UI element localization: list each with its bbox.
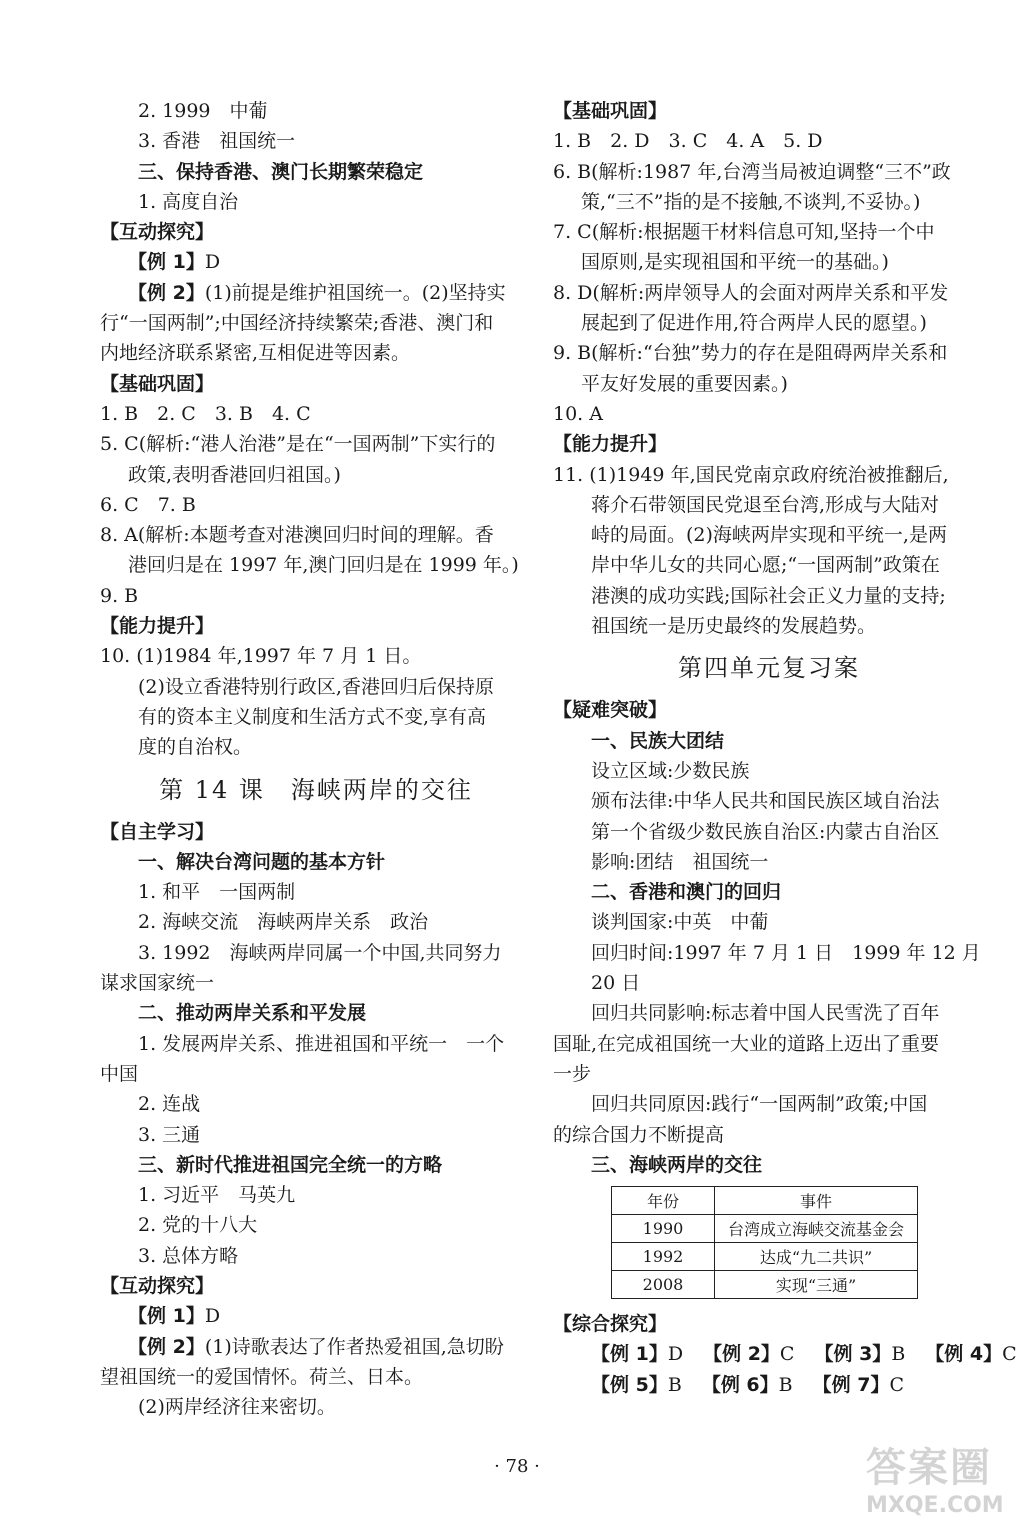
example-answer: C <box>889 1373 905 1396</box>
answer-line: (2)设立香港特别行政区,香港回归后保持原 <box>138 675 494 698</box>
section-header-nengli: 【能力提升】 <box>100 615 215 638</box>
example-2 <box>100 1332 532 1362</box>
section-heading: 三、海峡两岸的交往 <box>591 1153 763 1176</box>
section-heading: 二、推动两岸关系和平发展 <box>138 1002 367 1025</box>
section-heading: 二、香港和澳门的回归 <box>591 881 782 904</box>
example-tag: 【例 1】 <box>591 1343 668 1366</box>
answer-line: 有的资本主义制度和生活方式不变,享有高 <box>138 705 487 728</box>
text-line: 2. 党的十八大 <box>138 1214 258 1237</box>
example-2 <box>100 278 532 308</box>
answer-line: 8. D(解析:两岸领导人的会面对两岸关系和平发 <box>553 281 949 304</box>
answer-line: 10. A <box>553 402 603 425</box>
table-header-row <box>612 1187 918 1215</box>
text-line: 中国 <box>100 1062 139 1085</box>
table-row <box>612 1271 918 1299</box>
section-header-jichu: 【基础巩固】 <box>100 372 215 395</box>
answer-line: 7. C(解析:根据题干材料信息可知,坚持一个中 <box>553 221 935 244</box>
answer-line: 5. C(解析:“港人治港”是在“一国两制”下实行的 <box>100 433 496 456</box>
answer-line: 岸中华儿女的共同心愿;“一国两制”政策在 <box>591 554 940 577</box>
answer-line: 策,“三不”指的是不接触,不谈判,不妥协。) <box>581 190 921 213</box>
answer-line: 蒋介石带领国民党退至台湾,形成与大陆对 <box>591 493 940 516</box>
table-cell-year: 1990 <box>612 1215 715 1243</box>
text-line: 谋求国家统一 <box>100 972 215 995</box>
answer-line: 平友好发展的重要因素。) <box>581 372 788 395</box>
text-line: 谈判国家:中英 中葡 <box>591 911 769 934</box>
text-line: 2. 连战 <box>138 1093 201 1116</box>
example-answer: B <box>667 1373 682 1396</box>
example-text: (1)前提是维护祖国统一。(2)坚持实 <box>204 281 506 304</box>
example-text: (1)诗歌表达了作者热爱祖国,急切盼 <box>204 1335 504 1358</box>
table-header-cell: 事件 <box>715 1187 918 1215</box>
answer-line: 6. B(解析:1987 年,台湾当局被迫调整“三不”政 <box>553 160 951 183</box>
section-header-hudong: 【互动探究】 <box>100 1274 215 1297</box>
text-line: (2)两岸经济往来密切。 <box>138 1396 336 1419</box>
text-line: 的综合国力不断提高 <box>553 1123 725 1146</box>
example-answer: B <box>891 1343 906 1366</box>
watermark-top: 答案圈 <box>866 1445 992 1491</box>
section-heading: 一、民族大团结 <box>591 729 725 752</box>
unit-title: 第四单元复习案 <box>678 654 860 683</box>
section-header-jichu: 【基础巩固】 <box>553 100 668 122</box>
text-line: 20 日 <box>591 972 641 995</box>
text-line: 内地经济联系紧密,互相促进等因素。 <box>100 342 411 365</box>
table-cell-event: 台湾成立海峡交流基金会 <box>715 1215 918 1243</box>
text-line: 1. 高度自治 <box>138 190 239 213</box>
section-heading: 一、解决台湾问题的基本方针 <box>138 850 386 873</box>
example-answer: C <box>779 1343 795 1366</box>
text-line: 2. 海峡交流 海峡两岸关系 政治 <box>138 911 429 934</box>
answer-line: 政策,表明香港回归祖国。) <box>128 463 341 486</box>
watermark-bottom: MXQE.COM <box>866 1493 1004 1518</box>
text-line: 3. 总体方略 <box>138 1244 239 1267</box>
text-line: 1. 和平 一国两制 <box>138 881 296 904</box>
example-1 <box>100 247 532 277</box>
answer-line: 1. B 2. D 3. C 4. A 5. D <box>553 130 823 153</box>
table-row <box>612 1215 918 1243</box>
example-answer: D <box>667 1343 684 1366</box>
example-tag: 【例 4】 <box>925 1343 1003 1366</box>
example-tag: 【例 1】 <box>128 1305 205 1328</box>
example-answers-row <box>553 1370 985 1400</box>
section-heading: 三、新时代推进祖国完全统一的方略 <box>138 1153 443 1176</box>
table-header-cell: 年份 <box>612 1187 715 1215</box>
table-row <box>612 1243 918 1271</box>
answer-line: 1. B 2. C 3. B 4. C <box>100 402 311 425</box>
text-line: 3. 1992 海峡两岸同属一个中国,共同努力 <box>138 941 502 964</box>
text-line: 回归共同影响:标志着中国人民雪洗了百年 <box>591 1002 940 1025</box>
text-line: 1. 发展两岸关系、推进祖国和平统一 一个 <box>138 1032 505 1055</box>
example-tag: 【例 7】 <box>812 1373 890 1396</box>
table-cell-event: 达成“九二共识” <box>715 1243 918 1271</box>
answer-line: 9. B(解析:“台独”势力的存在是阻碍两岸关系和 <box>553 342 948 365</box>
section-header-zonghe: 【综合探究】 <box>553 1313 668 1336</box>
table-cell-event: 实现“三通” <box>715 1271 918 1299</box>
answer-line: 展起到了促进作用,符合两岸人民的愿望。) <box>581 312 927 335</box>
page-number: · 78 · <box>494 1456 540 1477</box>
example-answer: C <box>1002 1343 1017 1366</box>
example-answers-row <box>553 1339 1017 1369</box>
text-line: 颁布法律:中华人民共和国民族区域自治法 <box>591 790 940 813</box>
example-answer: B <box>778 1373 793 1396</box>
text-line: 影响:团结 祖国统一 <box>591 850 769 873</box>
text-line: 望祖国统一的爱国情怀。荷兰、日本。 <box>100 1365 424 1388</box>
example-1 <box>100 1301 532 1331</box>
section-header-zizhu: 【自主学习】 <box>100 820 215 843</box>
example-answer: D <box>204 251 221 274</box>
text-line: 国耻,在完成祖国统一大业的道路上迈出了重要 <box>553 1032 940 1055</box>
events-table <box>611 1186 918 1299</box>
answer-line: 11. (1)1949 年,国民党南京政府统治被推翻后, <box>553 463 949 486</box>
section-header-hudong: 【互动探究】 <box>100 221 215 244</box>
answer-line: 峙的局面。(2)海峡两岸实现和平统一,是两 <box>591 524 947 547</box>
text-line: 回归共同原因:践行“一国两制”政策;中国 <box>591 1093 928 1116</box>
text-line: 2. 1999 中葡 <box>138 100 268 122</box>
answer-line: 8. A(解析:本题考查对港澳回归时间的理解。香 <box>100 524 494 547</box>
example-tag: 【例 2】 <box>703 1343 780 1366</box>
example-tag: 【例 6】 <box>701 1373 779 1396</box>
text-line: 回归时间:1997 年 7 月 1 日 1999 年 12 月 <box>591 941 981 964</box>
answer-line: 9. B <box>100 584 139 607</box>
answer-line: 港回归是在 1997 年,澳门回归是在 1999 年。) <box>128 554 519 577</box>
table-cell-year: 2008 <box>612 1271 715 1299</box>
text-line: 1. 习近平 马英九 <box>138 1184 296 1207</box>
answer-line: 港澳的成功实践;国际社会正义力量的支持; <box>591 584 946 607</box>
text-line: 3. 香港 祖国统一 <box>138 130 296 153</box>
section-header-yinan: 【疑难突破】 <box>553 699 668 722</box>
example-tag: 【例 2】 <box>128 1335 205 1358</box>
text-line: 行“一国两制”;中国经济持续繁荣;香港、澳门和 <box>100 312 494 335</box>
example-answer: D <box>204 1305 221 1328</box>
watermark-logo <box>866 1436 1016 1526</box>
text-line: 一步 <box>553 1062 592 1085</box>
answer-line: 度的自治权。 <box>138 736 253 759</box>
answer-line: 6. C 7. B <box>100 493 196 516</box>
section-heading: 三、保持香港、澳门长期繁荣稳定 <box>138 160 424 183</box>
right-column <box>553 96 1017 1400</box>
example-tag: 【例 5】 <box>591 1373 668 1396</box>
answer-line: 国原则,是实现祖国和平统一的基础。) <box>581 251 889 274</box>
answer-line: 10. (1)1984 年,1997 年 7 月 1 日。 <box>100 645 422 668</box>
section-header-nengli: 【能力提升】 <box>553 433 668 456</box>
example-tag: 【例 2】 <box>128 281 205 304</box>
text-line: 设立区域:少数民族 <box>591 759 750 782</box>
left-column <box>100 96 532 1422</box>
text-line: 3. 三通 <box>138 1123 201 1146</box>
text-line: 第一个省级少数民族自治区:内蒙古自治区 <box>591 820 940 843</box>
answer-line: 祖国统一是历史最终的发展趋势。 <box>591 615 877 638</box>
table-cell-year: 1992 <box>612 1243 715 1271</box>
example-tag: 【例 3】 <box>814 1343 892 1366</box>
example-tag: 【例 1】 <box>128 251 205 274</box>
lesson-title: 第 14 课 海峡两岸的交往 <box>159 775 473 804</box>
